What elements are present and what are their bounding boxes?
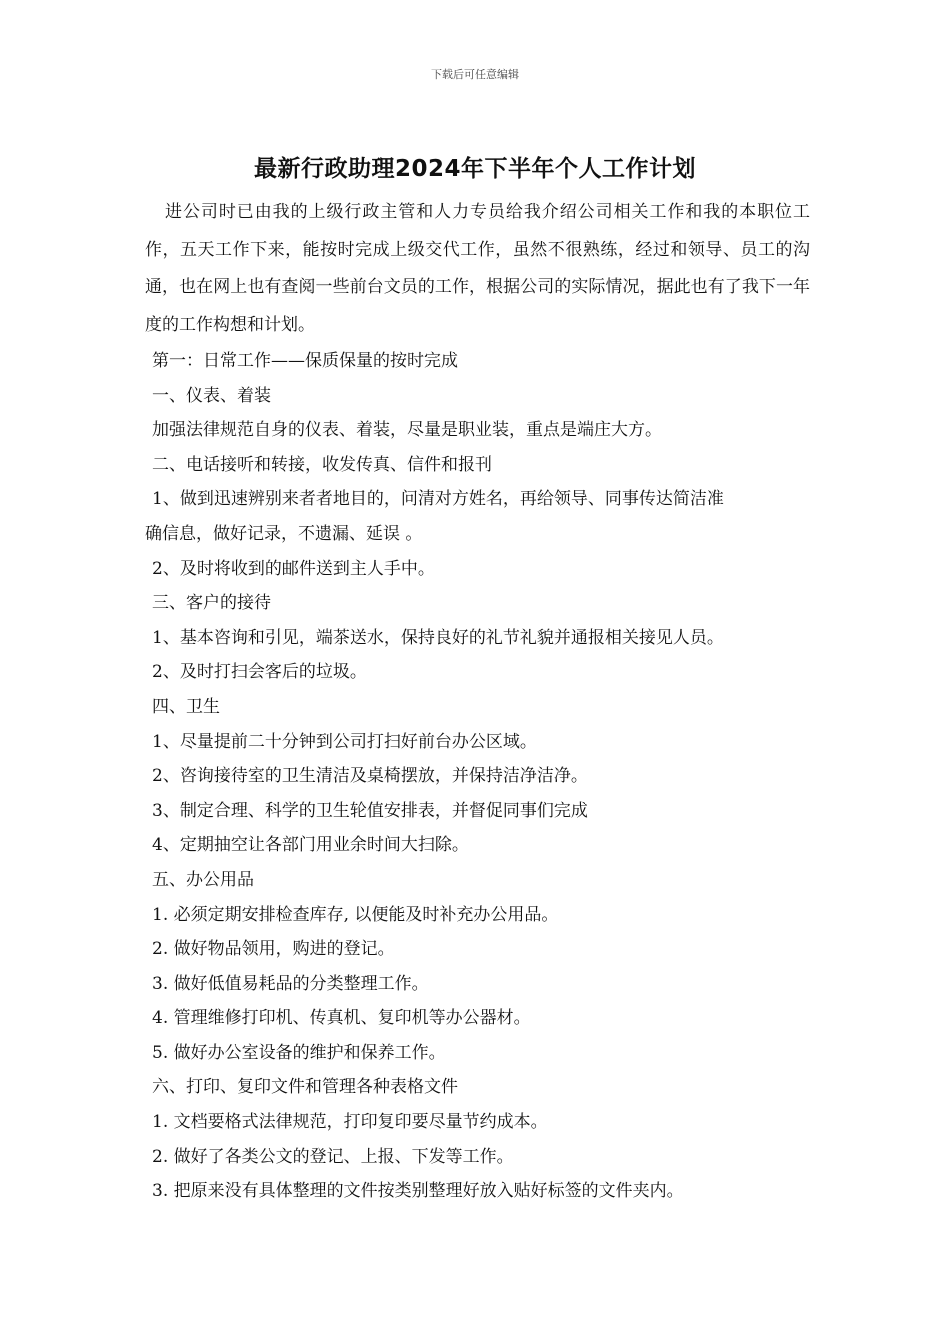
intro-paragraph: 进公司时已由我的上级行政主管和人力专员给我介绍公司相关工作和我的本职位工作，五天工作下来，能按时完成上级交代工作，虽然不很熟练，经过和领导、员工的沟通，也在网上也有查阅一些前台文员的工作，根据公司的实际情况，据此也有了我下一年度的工作构想和计划。 xyxy=(145,202,810,335)
body-line: 1. 必须定期安排检查库存, 以便能及时补充办公用品。 xyxy=(152,904,559,925)
body-line: 第一：日常工作——保质保量的按时完成 xyxy=(152,351,458,371)
body-line: 4. 管理维修打印机、传真机、复印机等办公器材。 xyxy=(152,1008,531,1029)
body-line: 确信息，做好记录，不遗漏、延误 。 xyxy=(145,523,423,544)
body-line: 1. 文档要格式法律规范，打印复印要尽量节约成本。 xyxy=(152,1112,548,1133)
body-line: 4、定期抽空让各部门用业余时间大扫除。 xyxy=(152,835,469,856)
body-line: 3、制定合理、科学的卫生轮值安排表，并督促同事们完成 xyxy=(152,800,588,821)
page-header-note: 下载后可任意编辑 xyxy=(431,68,519,81)
body-line: 五、办公用品 xyxy=(152,869,254,890)
body-line: 1、做到迅速辨别来者者地目的，问清对方姓名，再给领导、同事传达简洁准 xyxy=(152,489,724,510)
body-line: 5. 做好办公室设备的维护和保养工作。 xyxy=(152,1042,446,1063)
body-line: 1、基本咨询和引见，端茶送水，保持良好的礼节礼貌并通报相关接见人员。 xyxy=(152,627,724,648)
body-line: 四、卫生 xyxy=(152,696,220,717)
body-line: 2、及时打扫会客后的垃圾。 xyxy=(152,662,367,683)
body-line: 六、打印、复印文件和管理各种表格文件 xyxy=(152,1077,458,1098)
body-line: 加强法律规范自身的仪表、着装，尽量是职业装，重点是端庄大方。 xyxy=(152,420,662,441)
document-title: 最新行政助理2024年下半年个人工作计划 xyxy=(253,156,696,182)
body-line: 3. 做好低值易耗品的分类整理工作。 xyxy=(152,973,429,994)
body-line: 三、客户的接待 xyxy=(152,593,271,614)
body-line: 2、及时将收到的邮件送到主人手中。 xyxy=(152,558,435,579)
line-list xyxy=(145,344,810,1209)
document-body xyxy=(145,194,810,1209)
body-line: 3. 把原来没有具体整理的文件按类别整理好放入贴好标签的文件夹内。 xyxy=(152,1181,684,1202)
body-line: 2. 做好物品领用，购进的登记。 xyxy=(152,939,395,960)
body-line: 1、尽量提前二十分钟到公司打扫好前台办公区域。 xyxy=(152,731,537,752)
body-line: 2. 做好了各类公文的登记、上报、下发等工作。 xyxy=(152,1146,514,1167)
body-line: 一、仪表、着装 xyxy=(152,385,271,406)
body-line: 二、电话接听和转接，收发传真、信件和报刊 xyxy=(152,454,492,475)
body-line: 2、咨询接待室的卫生清洁及桌椅摆放，并保持洁净洁净。 xyxy=(152,766,588,787)
